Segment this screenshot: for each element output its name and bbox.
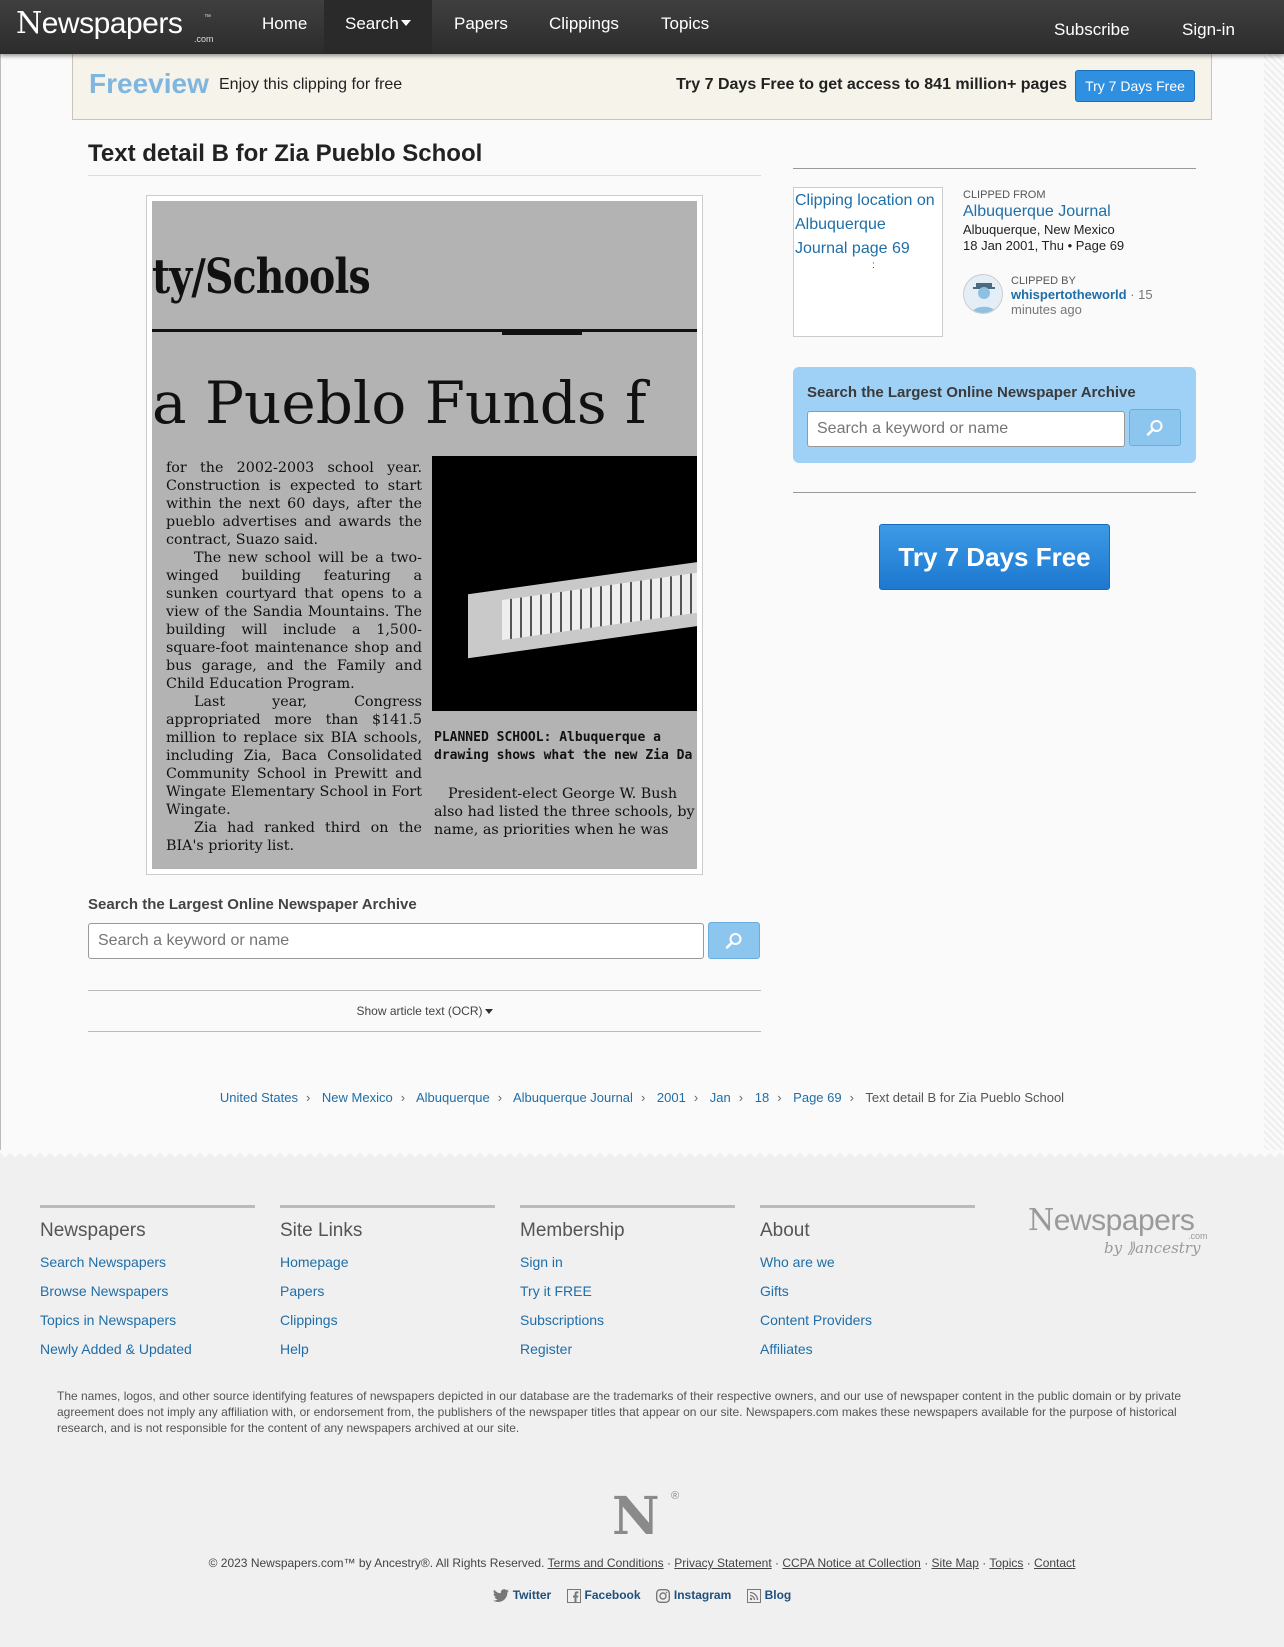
freeview-offer: Try 7 Days Free to get access to 841 million+ pages (676, 76, 1067, 93)
clip-paragraph: for the 2002-2003 school year. Construction is expected to start within the next 60 days, after the pueblo advertises and awards the contract, Suazo said. (166, 460, 422, 548)
ocr-divider-top (88, 990, 761, 991)
terms-link[interactable]: Terms and Conditions (547, 1556, 664, 1570)
breadcrumb-link[interactable]: Page 69 (793, 1090, 842, 1105)
footer-disclaimer: The names, logos, and other source identifying features of newspapers depicted in our database are the trademarks of their respective owners, and our use of newspaper content in the public domain or by private agreement does not imply any affiliation with, or endorsement from, the publishers of the newspaper titles that appear on our site. Newspapers.com makes these newspapers available for the purpose of historical research, and is not responsible for the content of any newspapers archived at our site. (57, 1389, 1181, 1435)
topics-link[interactable]: Topics (989, 1556, 1024, 1570)
breadcrumb-link[interactable]: New Mexico (321, 1090, 393, 1105)
footer-link[interactable]: Gifts (760, 1283, 789, 1299)
search-icon (725, 932, 743, 950)
footer-link[interactable]: Search Newspapers (40, 1254, 167, 1270)
facebook-link[interactable] (567, 1588, 641, 1603)
footer-link[interactable]: Content Providers (760, 1312, 873, 1328)
footer-copyright: © 2023 Newspapers.com™ by Ancestry®. All Rights Reserved. Terms and Conditions · Privacy Statement · CCPA Notice at Collection · Site Map · Topics · Contact (208, 1556, 1076, 1570)
logo-rest: ewspapers (41, 7, 183, 40)
breadcrumb-link[interactable]: Albuquerque (415, 1090, 490, 1105)
sidebar-divider-top (793, 168, 1196, 169)
nav-papers[interactable]: Papers (454, 14, 508, 33)
footer-col-newspapers (40, 1205, 255, 1358)
privacy-link[interactable]: Privacy Statement (674, 1556, 772, 1570)
clipper-username[interactable]: whispertotheworld (1011, 287, 1127, 302)
instagram-link[interactable] (656, 1588, 731, 1603)
sitemap-link[interactable]: Site Map (931, 1556, 979, 1570)
search-input[interactable] (88, 923, 704, 959)
try-free-button[interactable]: Try 7 Days Free (1075, 70, 1195, 102)
footer-link[interactable]: Homepage (280, 1254, 349, 1270)
instagram-label: Instagram (673, 1588, 732, 1602)
breadcrumb-separator: › (849, 1090, 854, 1105)
breadcrumb-link[interactable]: 2001 (656, 1090, 686, 1105)
freeview-title: Freeview (89, 68, 209, 99)
facebook-label: Facebook (584, 1588, 641, 1602)
logo-tm: ™ (204, 14, 211, 21)
search-button[interactable] (708, 922, 760, 959)
freeview-subtitle: Enjoy this clipping for free (219, 76, 403, 93)
clip-caption-line: drawing shows what the new Zia Da (434, 748, 693, 763)
nav-topics[interactable]: Topics (661, 14, 710, 33)
breadcrumb-link[interactable]: Albuquerque Journal (512, 1090, 633, 1105)
footer-link[interactable]: Browse Newspapers (40, 1283, 169, 1299)
clipping-image-frame[interactable] (146, 195, 703, 875)
footer-col-title: Site Links (280, 1220, 363, 1241)
clipped-by-label: CLIPPED BY (1011, 275, 1076, 287)
sidebar-search-input[interactable] (807, 411, 1125, 447)
clip-photo (432, 456, 697, 711)
clip-rule-thick (502, 329, 582, 335)
clip-headline-main: a Pueblo Funds f (152, 369, 647, 437)
breadcrumb-separator: › (693, 1090, 699, 1105)
footer-link[interactable]: Affiliates (760, 1341, 813, 1357)
breadcrumb-separator: › (497, 1090, 503, 1105)
footer-link[interactable]: Papers (280, 1283, 325, 1299)
freeview-banner (72, 54, 1212, 120)
thumbnail-alt-text: Clipping location on Albuquerque Journal page 69 (795, 192, 935, 257)
sidebar-search-button[interactable] (1129, 409, 1181, 446)
clip-headline-top: ty/Schools (152, 249, 370, 305)
footer-link[interactable]: Register (520, 1341, 573, 1357)
search-icon (1146, 419, 1164, 437)
footer-col-membership (520, 1205, 735, 1358)
top-navbar (0, 0, 1284, 54)
breadcrumb-current: Text detail B for Zia Pueblo School (865, 1090, 1065, 1105)
footer-logo-wordmark: Newspapers (1028, 1203, 1195, 1238)
footer-socials (0, 1588, 1284, 1603)
ccpa-link[interactable]: CCPA Notice at Collection (782, 1556, 921, 1570)
footer-logo-com: .com (1188, 1231, 1208, 1241)
footer-col-site-links (280, 1205, 495, 1358)
nav-clippings[interactable]: Clippings (549, 14, 619, 33)
caret-down-icon (485, 1009, 493, 1014)
blog-link[interactable] (747, 1588, 792, 1603)
nav-subscribe[interactable]: Subscribe (1054, 20, 1130, 39)
clip-caption-line: PLANNED SCHOOL: Albuquerque a (434, 730, 661, 745)
footer-col-rule (520, 1205, 735, 1208)
twitter-icon (493, 1589, 509, 1603)
blog-label: Blog (764, 1588, 792, 1602)
clip-caption (434, 729, 697, 765)
footer-link[interactable]: Who are we (760, 1254, 835, 1270)
chevron-down-icon (401, 20, 411, 26)
footer-col-about (760, 1205, 975, 1358)
logo-com: .com (194, 34, 214, 44)
try-free-cta-button[interactable]: Try 7 Days Free (879, 524, 1110, 590)
registered-mark: ® (671, 1490, 680, 1502)
footer-col-rule (280, 1205, 495, 1208)
breadcrumb-link[interactable]: 18 (754, 1090, 770, 1105)
sidebar-divider-bottom (793, 492, 1196, 493)
clipped-by-line (1011, 287, 1161, 317)
nav-search[interactable] (345, 14, 411, 34)
footer-ancestry-logo[interactable] (1028, 1203, 1218, 1259)
page-edge-texture (1264, 54, 1284, 1154)
newspapers-logo[interactable] (16, 6, 212, 46)
footer-col-rule (760, 1205, 975, 1208)
avatar[interactable] (963, 274, 1003, 314)
footer-link[interactable]: Topics in Newspapers (40, 1312, 177, 1328)
footer-link[interactable]: Subscriptions (520, 1312, 605, 1328)
thumbnail-marker: : (872, 260, 875, 271)
paper-link[interactable]: Albuquerque Journal (963, 203, 1111, 220)
sidebar-search-panel (793, 367, 1196, 463)
twitter-link[interactable] (493, 1588, 551, 1603)
paper-location: Albuquerque, New Mexico (963, 222, 1115, 237)
rss-icon (747, 1589, 761, 1603)
search-archive-label: Search the Largest Online Newspaper Archive (88, 896, 417, 913)
footer-link[interactable]: Sign in (520, 1254, 563, 1270)
footer-link[interactable]: Try it FREE (520, 1283, 592, 1299)
footer-col-title: Membership (520, 1220, 625, 1241)
clip-rule (152, 329, 697, 332)
footer-link[interactable]: Help (280, 1341, 309, 1357)
instagram-icon (656, 1589, 670, 1603)
copyright-text: © 2023 Newspapers.com™ by Ancestry®. All Rights Reserved. (208, 1556, 545, 1570)
nav-home[interactable]: Home (262, 14, 308, 33)
user-avatar-icon (964, 275, 1003, 314)
footer-link[interactable]: Clippings (280, 1312, 338, 1328)
footer-col-title: Newspapers (40, 1220, 146, 1241)
breadcrumb-separator: › (400, 1090, 406, 1105)
title-divider (88, 175, 761, 176)
paper-date-page: 18 Jan 2001, Thu • Page 69 (963, 238, 1125, 253)
footer-logo-by: by ⟫ancestry (1104, 1239, 1201, 1257)
newspapers-n-mark-icon: N (612, 1486, 660, 1547)
breadcrumb-separator: › (640, 1090, 646, 1105)
nav-search-label: Search (345, 14, 399, 33)
clip-paragraph: The new school will be a two-winged building featuring a sunken courtyard that opens to a view of the Sandia Mountains. The building will include a 1,500-square-foot maintenance shop and bus garage, and the Family and Child Education Program. (166, 550, 422, 692)
contact-link[interactable]: Contact (1034, 1556, 1076, 1570)
clip-paragraph: Last year, Congress appropriated more than $141.5 million to replace six BIA schools, including Zia, Baca Consolidated Community School in Prewitt and Wingate Elementary School in Fort Wingate. (166, 694, 422, 818)
breadcrumb-separator: › (738, 1090, 744, 1105)
footer-logo-rest: ewspapers (1053, 1204, 1195, 1237)
twitter-label: Twitter (512, 1588, 552, 1602)
nav-signin[interactable]: Sign-in (1182, 20, 1235, 39)
clipped-from-label: CLIPPED FROM (963, 189, 1046, 201)
footer-col-title: About (760, 1220, 810, 1241)
breadcrumb-separator: › (305, 1090, 311, 1105)
ocr-divider-bottom (88, 1031, 761, 1032)
facebook-icon (567, 1589, 581, 1603)
breadcrumb-separator: › (777, 1090, 782, 1105)
clip-paragraph: Zia had ranked third on the BIA's priority list. (166, 820, 422, 854)
page-torn-edge (0, 1150, 1284, 1160)
breadcrumb-link[interactable]: United States (219, 1090, 298, 1105)
footer-link[interactable]: Newly Added & Updated (40, 1341, 192, 1357)
clipping-image[interactable] (152, 201, 697, 869)
breadcrumb-link[interactable]: Jan (709, 1090, 731, 1105)
breadcrumb (0, 1090, 1284, 1105)
logo-wordmark: Newspapers (16, 6, 183, 41)
sidebar-search-label: Search the Largest Online Newspaper Archive (807, 384, 1136, 401)
footer-col-rule (40, 1205, 255, 1208)
clipping-location-thumbnail[interactable] (793, 187, 943, 337)
clipped-time-ago: · 15 minutes ago (1011, 287, 1153, 317)
show-ocr-label: Show article text (OCR) (356, 1004, 483, 1018)
clipping-title: Text detail B for Zia Pueblo School (88, 140, 483, 167)
show-ocr-toggle[interactable] (88, 1004, 761, 1018)
clip-column-1 (166, 459, 422, 855)
clip-column-2: President-elect George W. Bush also had listed the three schools, by name, as priorities when he was (434, 786, 695, 838)
